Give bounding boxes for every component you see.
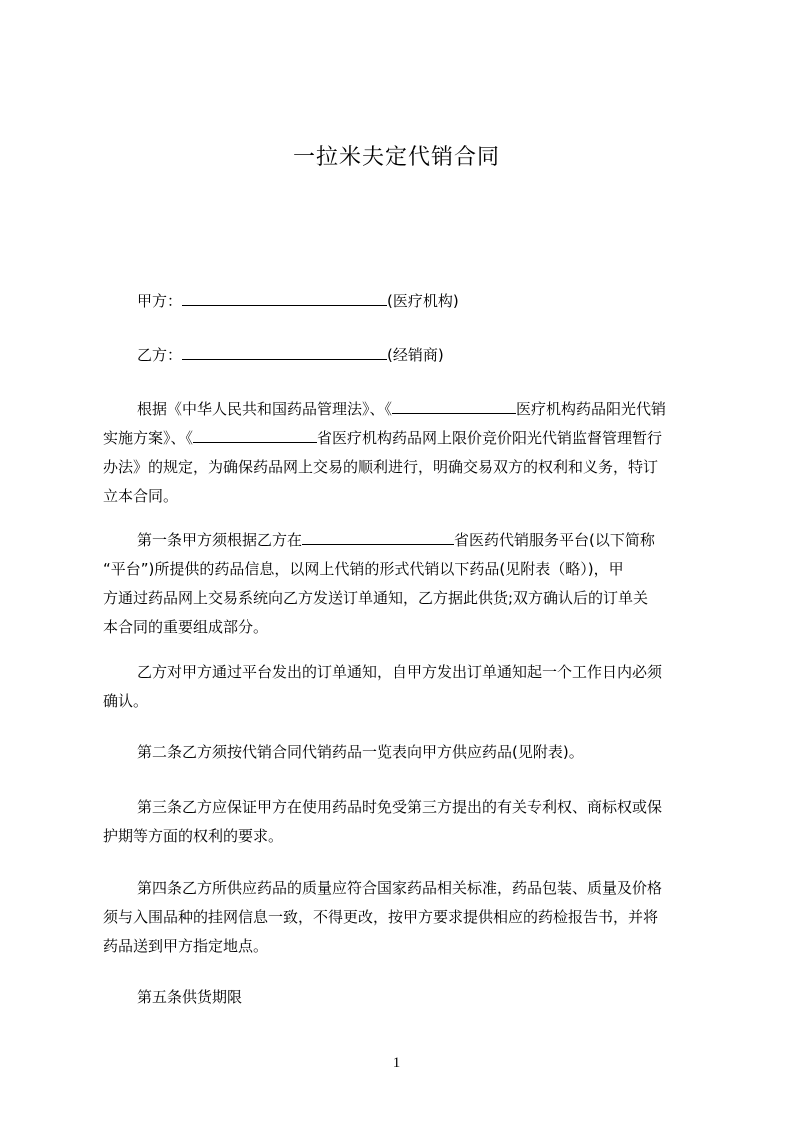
paragraph-article-2 (103, 738, 703, 767)
blank-field (302, 530, 454, 545)
document-title: 一拉米夫定代销合同 (292, 145, 500, 170)
paragraph-line: 实施方案》、《 省医疗机构药品网上限价竞价阳光代销监督管理暂行 (103, 429, 663, 447)
paragraph-line: 第四条乙方所供应药品的质量应符合国家药品相关标准，药品包装、质量及价格 (137, 879, 663, 897)
party-b-line (137, 345, 444, 365)
party-a-suffix: (医疗机构) (387, 292, 459, 310)
paragraph-line: 办法》的规定，为确保药品网上交易的顺利进行，明确交易双方的权利和义务，特订 (103, 458, 659, 476)
party-b-suffix: (经销商) (387, 346, 444, 364)
paragraph-line: 方通过药品网上交易系统向乙方发送订单通知，乙方据此供货;双方确认后的订单关 (103, 589, 649, 607)
paragraph-article-5 (103, 983, 703, 1012)
paragraph-line: 第二条乙方须按代销合同代销药品一览表向甲方供应药品(见附表)。 (137, 743, 584, 761)
paragraph-line: 须与入围品种的挂网信息一致，不得更改，按甲方要求提供相应的药检报告书，并将 (103, 908, 659, 926)
paragraph-line: 立本合同。 (103, 487, 179, 505)
party-b-blank (182, 345, 387, 360)
paragraph-article-1 (103, 526, 703, 642)
paragraph-line: 第一条甲方须根据乙方在 省医药代销服务平台(以下简称 (137, 531, 655, 549)
blank-field (193, 428, 317, 443)
paragraph-line: 药品送到甲方指定地点。 (103, 937, 269, 955)
paragraph-order-confirmation (103, 658, 703, 716)
paragraph-line: 乙方对甲方通过平台发出的订单通知，自甲方发出订单通知起一个工作日内必须 (137, 663, 663, 681)
party-a-label: 甲方： (137, 292, 183, 310)
party-b-label: 乙方： (137, 346, 183, 364)
paragraph-line: 确认。 (103, 692, 149, 710)
paragraph-line: 本合同的重要组成部分。 (103, 618, 269, 636)
paragraph-legal-basis (103, 395, 703, 511)
blank-field (392, 399, 516, 414)
party-a-blank (182, 291, 387, 306)
page-number: 1 (392, 1055, 401, 1071)
paragraph-line: 第三条乙方应保证甲方在使用药品时免受第三方提出的有关专利权、商标权或保 (137, 798, 663, 816)
party-a-line (137, 291, 459, 311)
paragraph-article-3 (103, 793, 703, 851)
paragraph-line: “平台”)所提供的药品信息，以网上代销的形式代销以下药品(见附表（略）)，甲 (103, 560, 624, 578)
paragraph-line: 第五条供货期限 (137, 988, 243, 1006)
paragraph-article-4 (103, 874, 703, 961)
paragraph-line: 根据《中华人民共和国药品管理法》、《 医疗机构药品阳光代销 (137, 400, 667, 418)
paragraph-line: 护期等方面的权利的要求。 (103, 827, 284, 845)
